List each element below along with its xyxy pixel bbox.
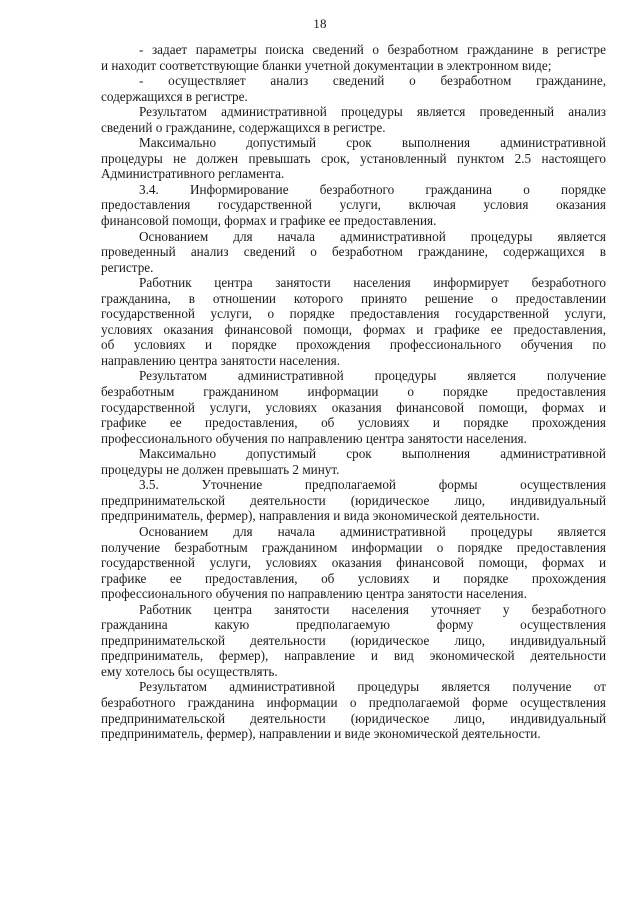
text-line: графике ее предоставления, об условиях и порядке прохождения (101, 570, 606, 586)
paragraph (101, 368, 606, 446)
text-line: процедуры не должен превышать срок, установленный пунктом 2.5 настоящего (101, 150, 606, 166)
text-line: проведенный анализ сведений о безработном гражданине, содержащихся в (101, 244, 606, 260)
paragraph (101, 104, 606, 135)
text-line: об условиях и порядке прохождения профессионального обучения по (101, 337, 606, 353)
text-line: сведений о гражданине, содержащихся в регистре. (101, 119, 386, 135)
page-number: 18 (313, 16, 327, 31)
paragraph (101, 679, 606, 741)
text-line: Результатом административной процедуры является получение (139, 368, 606, 384)
text-line: Работник центра занятости населения информирует безработного (139, 275, 606, 291)
text-line: предприниматель, фермер), направление и вид экономической деятельности (101, 648, 606, 664)
text-line: ему хотелось бы осуществлять. (101, 663, 278, 679)
text-line: получение безработным гражданином информации о порядке предоставления (101, 539, 606, 555)
text-line: профессионального обучения по направлению центра занятости населения. (101, 430, 527, 446)
paragraph (101, 135, 606, 182)
text-line: предприниматель, фермер), направления и вида экономической деятельности. (101, 508, 540, 524)
text-line: профессионального обучения по направлению центра занятости населения. (101, 586, 527, 602)
text-line: 3.5. Уточнение предполагаемой формы осуществления (139, 477, 606, 493)
text-line: Работник центра занятости населения уточняет у безработного (139, 601, 606, 617)
text-line: финансовой помощи, формах и графике ее предоставления. (101, 213, 437, 229)
paragraph (101, 229, 606, 276)
text-line: Максимально допустимый срок выполнения административной (139, 135, 606, 151)
text-line: графике ее предоставления, об условиях и порядке прохождения (101, 415, 606, 431)
paragraph (101, 446, 606, 477)
text-line: гражданина какую предполагаемую форму осуществления (101, 617, 606, 633)
text-line: предприниматель, фермер), направлении и виде экономической деятельности. (101, 726, 541, 742)
text-line: направлению центра занятости населения. (101, 352, 340, 368)
text-line: Основанием для начала административной процедуры является (139, 228, 606, 244)
text-line: гражданина, в отношении которого принято решение о предоставлении (101, 290, 606, 306)
text-line: содержащихся в регистре. (101, 88, 248, 104)
paragraph (101, 182, 606, 229)
paragraph (101, 275, 606, 368)
text-line: предпринимательской деятельности (юридическое лицо, индивидуальный (101, 710, 606, 726)
text-line: Основанием для начала административной процедуры является (139, 523, 606, 539)
text-line: государственной услуги, условиях оказания финансовой помощи, формах и (101, 555, 606, 571)
document-body (101, 42, 606, 742)
text-line: государственной услуги, о порядке предоставления государственной услуги, (101, 306, 606, 322)
text-line: Максимально допустимый срок выполнения административной (139, 446, 606, 462)
text-line: и находит соответствующие бланки учетной документации в электронном виде; (101, 57, 552, 73)
text-line: Результатом административной процедуры является проведенный анализ (139, 104, 606, 120)
text-line: безработным гражданином информации о порядке предоставления (101, 384, 606, 400)
paragraph (101, 602, 606, 680)
text-line: безработного гражданина информации о предполагаемой форме осуществления (101, 694, 606, 710)
text-line: регистре. (101, 259, 154, 275)
text-line: предпринимательской деятельности (юридическое лицо, индивидуальный (101, 492, 606, 508)
text-line: предпринимательской деятельности (юридическое лицо, индивидуальный (101, 632, 606, 648)
paragraph (101, 73, 606, 104)
text-line: предоставления государственной услуги, включая условия оказания (101, 197, 606, 213)
paragraph (101, 524, 606, 602)
text-line: государственной услуги, условиях оказания финансовой помощи, формах и (101, 399, 606, 415)
text-line: условиях оказания финансовой помощи, формах и графике ее предоставления, (101, 321, 606, 337)
text-line: - осуществляет анализ сведений о безработном гражданине, (139, 73, 606, 89)
text-line: 3.4. Информирование безработного гражданина о порядке (139, 181, 606, 197)
paragraph (101, 477, 606, 524)
text-line: Результатом административной процедуры является получение от (139, 679, 606, 695)
text-line: - задает параметры поиска сведений о безработном гражданине в регистре (139, 42, 606, 57)
text-line: процедуры не должен превышать 2 минут. (101, 461, 340, 477)
paragraph (101, 42, 606, 73)
text-line: Административного регламента. (101, 166, 285, 182)
